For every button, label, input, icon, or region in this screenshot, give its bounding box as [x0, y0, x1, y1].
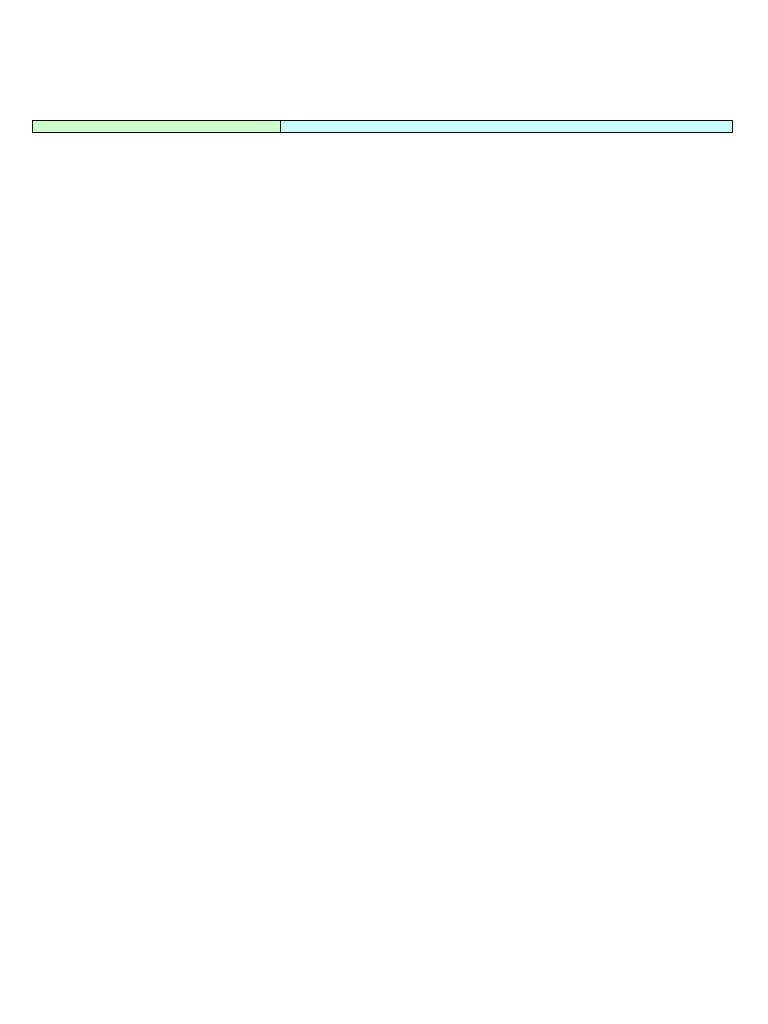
- port-of-discharge-row: [32, 120, 733, 133]
- port-note: [32, 133, 733, 146]
- port-of-discharge-label: [33, 121, 281, 132]
- port-of-discharge-input[interactable]: [281, 121, 732, 132]
- isf-form: [32, 74, 733, 146]
- important-notice: [32, 74, 733, 120]
